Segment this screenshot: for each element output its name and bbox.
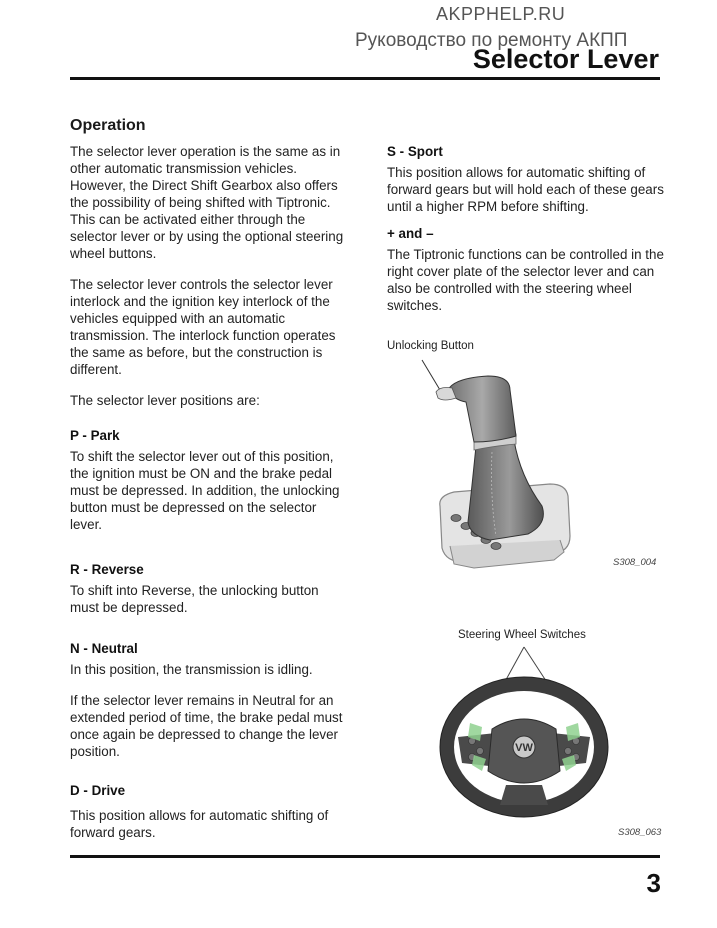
watermark-site: AKPPHELP.RU bbox=[436, 4, 566, 24]
steering-wheel-illustration bbox=[436, 645, 614, 820]
sport-paragraph: This position allows for automatic shifting of forward gears but will hold each of these gears until a higher RPM before shifting. bbox=[387, 165, 664, 214]
wheel-figure-id: S308_063 bbox=[618, 827, 662, 838]
neutral-heading: N - Neutral bbox=[70, 641, 138, 656]
footer-rule bbox=[70, 855, 660, 858]
neutral-paragraph-1: In this position, the transmission is idling. bbox=[70, 662, 313, 677]
watermark-subtitle: Руководство по ремонту АКПП bbox=[355, 30, 628, 51]
page-title: Selector Lever bbox=[472, 44, 659, 74]
park-heading: P - Park bbox=[70, 428, 120, 443]
svg-text:VW: VW bbox=[515, 742, 533, 754]
right-column bbox=[387, 143, 665, 328]
sport-heading: S - Sport bbox=[387, 144, 443, 159]
tiptronic-heading: + and – bbox=[387, 226, 434, 241]
interlock-paragraph: The selector lever controls the selector lever interlock and the ignition key interlock of the vehicles equipped with an automatic transmission. The interlock function operates the same as before, but the construction is different. bbox=[70, 277, 336, 377]
drive-paragraph: This position allows for automatic shifting of forward gears. bbox=[70, 808, 329, 840]
positions-intro: The selector lever positions are: bbox=[70, 393, 260, 408]
wheel-caption: Steering Wheel Switches bbox=[458, 629, 586, 641]
tiptronic-paragraph: The Tiptronic functions can be controlled in the right cover plate of the selector lever and can also be controlled with the steering wheel switches. bbox=[387, 247, 664, 313]
drive-heading: D - Drive bbox=[70, 783, 126, 798]
section-heading: Operation bbox=[70, 117, 146, 134]
reverse-paragraph: To shift into Reverse, the unlocking button must be depressed. bbox=[70, 583, 319, 615]
selector-lever-illustration bbox=[410, 356, 580, 578]
intro-paragraph: The selector lever operation is the same as in other automatic transmission vehicles. However, the Direct Shift Gearbox also offers the possibility of being shifted with Tiptronic. This can be activated either through the selector lever or by using the optional steering wheel buttons. bbox=[70, 144, 344, 261]
left-column bbox=[70, 143, 348, 855]
lever-caption: Unlocking Button bbox=[387, 340, 474, 352]
neutral-paragraph-2: If the selector lever remains in Neutral for an extended period of time, the brake pedal must once again be depressed to change the lever position. bbox=[70, 693, 343, 759]
page-number: 3 bbox=[646, 868, 661, 898]
lever-figure-id: S308_004 bbox=[613, 557, 657, 568]
park-paragraph: To shift the selector lever out of this position, the ignition must be ON and the brake pedal must be depressed. In addition, the unlocking button must be depressed on the selector lever. bbox=[70, 449, 340, 532]
reverse-heading: R - Reverse bbox=[70, 562, 144, 577]
header-rule bbox=[70, 77, 660, 80]
